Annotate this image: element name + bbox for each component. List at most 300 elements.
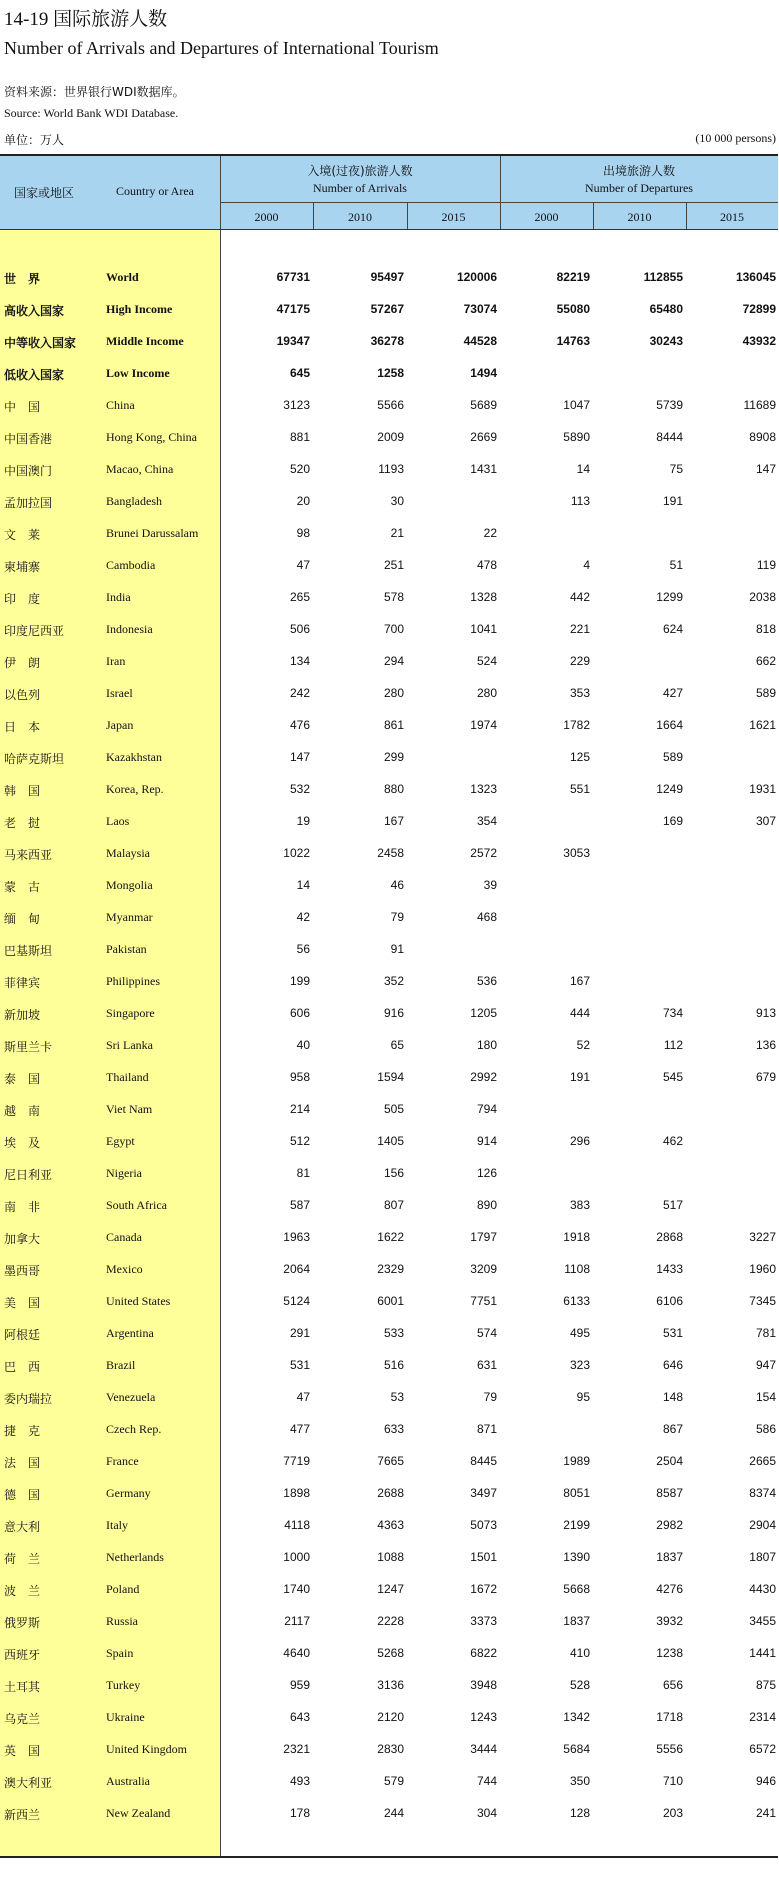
table-row bbox=[0, 1638, 778, 1670]
value-cell: 56 bbox=[296, 942, 310, 956]
value-cell: 265 bbox=[289, 590, 310, 604]
value-cell: 913 bbox=[755, 1006, 776, 1020]
table-header bbox=[0, 154, 778, 230]
area-name-cn: 蒙 古 bbox=[4, 880, 41, 894]
value-cell: 120006 bbox=[456, 270, 497, 284]
area-name-en: Malaysia bbox=[106, 846, 150, 860]
area-name-en: Philippines bbox=[106, 974, 161, 988]
table-row bbox=[0, 1542, 778, 1574]
value-cell: 307 bbox=[755, 814, 776, 828]
table-row bbox=[0, 1318, 778, 1350]
value-cell: 477 bbox=[289, 1422, 310, 1436]
value-cell: 221 bbox=[569, 622, 590, 636]
value-cell: 958 bbox=[289, 1070, 310, 1084]
area-name-cn: 新西兰 bbox=[4, 1808, 41, 1822]
value-cell: 44528 bbox=[463, 334, 497, 348]
value-cell: 631 bbox=[476, 1358, 497, 1372]
area-name-cn: 荷 兰 bbox=[4, 1552, 41, 1566]
area-name-cn: 中 国 bbox=[4, 400, 41, 414]
area-name-cn: 美 国 bbox=[4, 1296, 41, 1310]
area-name-cn: 俄罗斯 bbox=[4, 1616, 41, 1630]
area-name-en: New Zealand bbox=[106, 1806, 171, 1820]
value-cell: 1672 bbox=[470, 1582, 497, 1596]
value-cell: 587 bbox=[289, 1198, 310, 1212]
value-cell: 180 bbox=[476, 1038, 497, 1052]
value-cell: 516 bbox=[383, 1358, 404, 1372]
table-row bbox=[0, 742, 778, 774]
value-cell: 1963 bbox=[283, 1230, 310, 1244]
value-cell: 47175 bbox=[276, 302, 310, 316]
value-cell: 156 bbox=[383, 1166, 404, 1180]
area-name-en: Mongolia bbox=[106, 878, 153, 892]
value-cell: 867 bbox=[662, 1422, 683, 1436]
value-cell: 3209 bbox=[470, 1262, 497, 1276]
value-cell: 147 bbox=[289, 750, 310, 764]
value-cell: 3932 bbox=[656, 1614, 683, 1628]
area-name-en: Czech Rep. bbox=[106, 1422, 162, 1436]
value-cell: 65 bbox=[390, 1038, 404, 1052]
value-cell: 3455 bbox=[749, 1614, 776, 1628]
value-cell: 22 bbox=[483, 526, 497, 540]
value-cell: 643 bbox=[289, 1710, 310, 1724]
area-name-en: Myanmar bbox=[106, 910, 153, 924]
table-row bbox=[0, 294, 778, 326]
header-departures-en: Number of Departures bbox=[585, 181, 693, 195]
value-cell: 323 bbox=[569, 1358, 590, 1372]
value-cell: 57267 bbox=[370, 302, 404, 316]
table-row bbox=[0, 486, 778, 518]
value-cell: 294 bbox=[383, 654, 404, 668]
area-name-cn: 印度尼西亚 bbox=[4, 624, 65, 638]
value-cell: 710 bbox=[662, 1774, 683, 1788]
header-year: 2015 bbox=[720, 210, 744, 224]
value-cell: 383 bbox=[569, 1198, 590, 1212]
value-cell: 36278 bbox=[370, 334, 404, 348]
value-cell: 95 bbox=[576, 1390, 590, 1404]
value-cell: 82219 bbox=[556, 270, 590, 284]
area-name-cn: 老 挝 bbox=[4, 816, 41, 830]
value-cell: 476 bbox=[289, 718, 310, 732]
table-row bbox=[0, 1606, 778, 1638]
value-cell: 6106 bbox=[656, 1294, 683, 1308]
header-year: 2010 bbox=[627, 210, 652, 224]
value-cell: 39 bbox=[483, 878, 497, 892]
area-name-en: Iran bbox=[106, 654, 126, 668]
area-name-cn: 意大利 bbox=[4, 1520, 41, 1534]
value-cell: 2120 bbox=[377, 1710, 404, 1724]
value-cell: 5684 bbox=[563, 1742, 590, 1756]
value-cell: 2064 bbox=[283, 1262, 310, 1276]
table-row bbox=[0, 1798, 778, 1830]
source-note-cn: 资料来源：世界银行WDI数据库。 bbox=[4, 85, 185, 99]
area-name-cn: 土耳其 bbox=[4, 1680, 41, 1694]
value-cell: 1000 bbox=[283, 1550, 310, 1564]
table-row bbox=[0, 1702, 778, 1734]
value-cell: 7345 bbox=[749, 1294, 776, 1308]
value-cell: 154 bbox=[755, 1390, 776, 1404]
area-name-en: Nigeria bbox=[106, 1166, 142, 1180]
value-cell: 5268 bbox=[377, 1646, 404, 1660]
area-name-cn: 马来西亚 bbox=[4, 848, 53, 862]
area-name-cn: 尼日利亚 bbox=[4, 1168, 53, 1182]
area-name-en: Spain bbox=[106, 1646, 134, 1660]
value-cell: 126 bbox=[476, 1166, 497, 1180]
value-cell: 1441 bbox=[749, 1646, 776, 1660]
value-cell: 229 bbox=[569, 654, 590, 668]
value-cell: 1249 bbox=[656, 782, 683, 796]
table-row bbox=[0, 582, 778, 614]
area-name-cn: 日 本 bbox=[4, 720, 41, 734]
value-cell: 1501 bbox=[470, 1550, 497, 1564]
area-name-en: Japan bbox=[106, 718, 134, 732]
area-name-cn: 缅 甸 bbox=[4, 912, 41, 926]
value-cell: 7719 bbox=[283, 1454, 310, 1468]
area-name-cn: 德 国 bbox=[4, 1488, 41, 1502]
header-arrivals-en: Number of Arrivals bbox=[313, 181, 407, 195]
table-body bbox=[0, 230, 778, 1858]
value-cell: 1323 bbox=[470, 782, 497, 796]
value-cell: 959 bbox=[289, 1678, 310, 1692]
value-cell: 1047 bbox=[563, 398, 590, 412]
value-cell: 7751 bbox=[470, 1294, 497, 1308]
value-cell: 875 bbox=[755, 1678, 776, 1692]
table-row bbox=[0, 902, 778, 934]
value-cell: 169 bbox=[662, 814, 683, 828]
value-cell: 2009 bbox=[377, 430, 404, 444]
area-name-en: Cambodia bbox=[106, 558, 156, 572]
value-cell: 4 bbox=[583, 558, 590, 572]
area-name-cn: 柬埔寨 bbox=[4, 560, 41, 574]
value-cell: 646 bbox=[662, 1358, 683, 1372]
value-cell: 14 bbox=[576, 462, 590, 476]
value-cell: 662 bbox=[755, 654, 776, 668]
table-row bbox=[0, 454, 778, 486]
area-name-cn: 哈萨克斯坦 bbox=[4, 752, 65, 766]
value-cell: 545 bbox=[662, 1070, 683, 1084]
area-name-en: India bbox=[106, 590, 131, 604]
table-row bbox=[0, 1350, 778, 1382]
table-row bbox=[0, 1254, 778, 1286]
area-name-cn: 捷 克 bbox=[4, 1424, 41, 1438]
value-cell: 1433 bbox=[656, 1262, 683, 1276]
value-cell: 296 bbox=[569, 1134, 590, 1148]
value-cell: 40 bbox=[296, 1038, 310, 1052]
value-cell: 4118 bbox=[284, 1518, 310, 1532]
value-cell: 462 bbox=[662, 1134, 683, 1148]
header-area-cn: 国家或地区 bbox=[14, 186, 75, 200]
value-cell: 167 bbox=[569, 974, 590, 988]
value-cell: 125 bbox=[569, 750, 590, 764]
value-cell: 871 bbox=[476, 1422, 497, 1436]
value-cell: 46 bbox=[390, 878, 404, 892]
value-cell: 2199 bbox=[563, 1518, 590, 1532]
value-cell: 67731 bbox=[276, 270, 310, 284]
area-name-en: Laos bbox=[106, 814, 130, 828]
table-row bbox=[0, 1766, 778, 1798]
value-cell: 551 bbox=[569, 782, 590, 796]
value-cell: 1898 bbox=[283, 1486, 310, 1500]
area-name-cn: 中国香港 bbox=[4, 432, 53, 446]
value-cell: 890 bbox=[476, 1198, 497, 1212]
area-name-en: Australia bbox=[106, 1774, 150, 1788]
value-cell: 916 bbox=[383, 1006, 404, 1020]
unit-label-en: (10 000 persons) bbox=[695, 131, 776, 145]
area-name-en: Singapore bbox=[106, 1006, 155, 1020]
value-cell: 19 bbox=[296, 814, 310, 828]
table-row bbox=[0, 1222, 778, 1254]
table-row bbox=[0, 1414, 778, 1446]
area-name-en: Mexico bbox=[106, 1262, 143, 1276]
area-name-en: United States bbox=[106, 1294, 171, 1308]
unit-label-cn: 单位：万人 bbox=[4, 133, 65, 147]
value-cell: 79 bbox=[483, 1390, 497, 1404]
value-cell: 624 bbox=[662, 622, 683, 636]
value-cell: 4363 bbox=[377, 1518, 404, 1532]
table-row bbox=[0, 1734, 778, 1766]
area-name-en: Pakistan bbox=[106, 942, 147, 956]
value-cell: 98 bbox=[296, 526, 310, 540]
value-cell: 2904 bbox=[749, 1518, 776, 1532]
value-cell: 1797 bbox=[470, 1230, 497, 1244]
value-cell: 30 bbox=[390, 494, 404, 508]
header-year: 2015 bbox=[441, 210, 466, 224]
table-row bbox=[0, 1094, 778, 1126]
value-cell: 53 bbox=[390, 1390, 404, 1404]
value-cell: 4640 bbox=[283, 1646, 310, 1660]
area-name-cn: 波 兰 bbox=[4, 1584, 41, 1598]
value-cell: 8444 bbox=[656, 430, 683, 444]
area-name-cn: 高收入国家 bbox=[4, 304, 65, 318]
value-cell: 947 bbox=[755, 1358, 776, 1372]
page-title-en: Number of Arrivals and Departures of International Tourism bbox=[4, 38, 439, 58]
value-cell: 2504 bbox=[656, 1454, 683, 1468]
area-name-en: Middle Income bbox=[106, 334, 184, 348]
value-cell: 589 bbox=[662, 750, 683, 764]
value-cell: 14763 bbox=[556, 334, 590, 348]
area-name-cn: 以色列 bbox=[4, 688, 41, 702]
table-row bbox=[0, 1510, 778, 1542]
area-name-en: Argentina bbox=[106, 1326, 154, 1340]
value-cell: 533 bbox=[383, 1326, 404, 1340]
value-cell: 1718 bbox=[656, 1710, 683, 1724]
value-cell: 47 bbox=[296, 1390, 310, 1404]
table-row bbox=[0, 1286, 778, 1318]
value-cell: 1918 bbox=[563, 1230, 590, 1244]
value-cell: 51 bbox=[669, 558, 683, 572]
value-cell: 1960 bbox=[749, 1262, 776, 1276]
area-name-cn: 世 界 bbox=[4, 272, 41, 286]
area-name-en: Brunei Darussalam bbox=[106, 526, 199, 540]
area-name-en: Bangladesh bbox=[106, 494, 162, 508]
value-cell: 2665 bbox=[749, 1454, 776, 1468]
area-name-en: Venezuela bbox=[106, 1390, 156, 1404]
value-cell: 203 bbox=[662, 1806, 683, 1820]
header-area-en: Country or Area bbox=[116, 184, 194, 198]
value-cell: 3136 bbox=[377, 1678, 404, 1692]
value-cell: 112 bbox=[663, 1038, 683, 1052]
area-name-en: Thailand bbox=[106, 1070, 149, 1084]
area-name-cn: 巴基斯坦 bbox=[4, 944, 53, 958]
data-table bbox=[0, 154, 778, 1858]
table-row bbox=[0, 358, 778, 390]
value-cell: 6822 bbox=[470, 1646, 497, 1660]
table-row bbox=[0, 262, 778, 294]
area-name-en: South Africa bbox=[106, 1198, 167, 1212]
value-cell: 1328 bbox=[470, 590, 497, 604]
area-name-cn: 伊 朗 bbox=[4, 656, 41, 670]
value-cell: 280 bbox=[476, 686, 497, 700]
value-cell: 3227 bbox=[749, 1230, 776, 1244]
value-cell: 2321 bbox=[283, 1742, 310, 1756]
value-cell: 136 bbox=[755, 1038, 776, 1052]
value-cell: 524 bbox=[476, 654, 497, 668]
area-name-en: Sri Lanka bbox=[106, 1038, 153, 1052]
value-cell: 2868 bbox=[656, 1230, 683, 1244]
table-row bbox=[0, 614, 778, 646]
value-cell: 199 bbox=[289, 974, 310, 988]
value-cell: 578 bbox=[383, 590, 404, 604]
value-cell: 589 bbox=[755, 686, 776, 700]
table-row bbox=[0, 998, 778, 1030]
value-cell: 350 bbox=[569, 1774, 590, 1788]
value-cell: 241 bbox=[755, 1806, 776, 1820]
value-cell: 299 bbox=[383, 750, 404, 764]
value-cell: 468 bbox=[476, 910, 497, 924]
value-cell: 2038 bbox=[749, 590, 776, 604]
area-name-en: France bbox=[106, 1454, 139, 1468]
value-cell: 1342 bbox=[563, 1710, 590, 1724]
value-cell: 1622 bbox=[377, 1230, 404, 1244]
value-cell: 528 bbox=[569, 1678, 590, 1692]
header-year: 2010 bbox=[348, 210, 372, 224]
area-name-en: World bbox=[106, 270, 139, 284]
value-cell: 531 bbox=[289, 1358, 310, 1372]
value-cell: 8908 bbox=[749, 430, 776, 444]
table-row bbox=[0, 934, 778, 966]
area-name-cn: 加拿大 bbox=[4, 1232, 41, 1246]
area-name-cn: 乌克兰 bbox=[4, 1712, 41, 1726]
value-cell: 1782 bbox=[563, 718, 590, 732]
value-cell: 818 bbox=[755, 622, 776, 636]
area-name-en: Turkey bbox=[106, 1678, 141, 1692]
value-cell: 493 bbox=[289, 1774, 310, 1788]
value-cell: 794 bbox=[476, 1102, 497, 1116]
area-name-en: Korea, Rep. bbox=[106, 782, 164, 796]
value-cell: 148 bbox=[662, 1390, 683, 1404]
area-name-cn: 南 非 bbox=[4, 1200, 41, 1214]
value-cell: 134 bbox=[289, 654, 310, 668]
area-name-cn: 墨西哥 bbox=[4, 1264, 41, 1278]
value-cell: 5124 bbox=[283, 1294, 310, 1308]
area-name-cn: 文 莱 bbox=[4, 528, 41, 542]
value-cell: 6572 bbox=[749, 1742, 776, 1756]
value-cell: 119 bbox=[756, 558, 776, 572]
table-row bbox=[0, 1062, 778, 1094]
value-cell: 79 bbox=[390, 910, 404, 924]
table-row bbox=[0, 1126, 778, 1158]
value-cell: 352 bbox=[383, 974, 404, 988]
value-cell: 5556 bbox=[656, 1742, 683, 1756]
area-name-cn: 新加坡 bbox=[4, 1008, 41, 1022]
value-cell: 1494 bbox=[470, 366, 497, 380]
header-year: 2000 bbox=[534, 210, 559, 224]
value-cell: 1258 bbox=[377, 366, 404, 380]
value-cell: 1299 bbox=[656, 590, 683, 604]
value-cell: 280 bbox=[383, 686, 404, 700]
area-name-en: Israel bbox=[106, 686, 133, 700]
value-cell: 914 bbox=[476, 1134, 497, 1148]
value-cell: 2830 bbox=[377, 1742, 404, 1756]
area-name-cn: 委内瑞拉 bbox=[4, 1392, 53, 1406]
value-cell: 5890 bbox=[563, 430, 590, 444]
value-cell: 512 bbox=[289, 1134, 310, 1148]
table-row bbox=[0, 1030, 778, 1062]
area-name-cn: 韩 国 bbox=[4, 784, 41, 798]
value-cell: 354 bbox=[476, 814, 497, 828]
value-cell: 517 bbox=[662, 1198, 683, 1212]
value-cell: 304 bbox=[476, 1806, 497, 1820]
table-row bbox=[0, 1382, 778, 1414]
value-cell: 495 bbox=[569, 1326, 590, 1340]
table-row bbox=[0, 390, 778, 422]
value-cell: 1837 bbox=[656, 1550, 683, 1564]
value-cell: 656 bbox=[662, 1678, 683, 1692]
value-cell: 744 bbox=[476, 1774, 497, 1788]
value-cell: 1022 bbox=[283, 846, 310, 860]
value-cell: 1390 bbox=[563, 1550, 590, 1564]
value-cell: 81 bbox=[296, 1166, 310, 1180]
value-cell: 1664 bbox=[656, 718, 683, 732]
value-cell: 532 bbox=[289, 782, 310, 796]
area-name-en: Kazakhstan bbox=[106, 750, 162, 764]
table-row bbox=[0, 1190, 778, 1222]
value-cell: 679 bbox=[755, 1070, 776, 1084]
value-cell: 1238 bbox=[656, 1646, 683, 1660]
table-row bbox=[0, 326, 778, 358]
value-cell: 178 bbox=[289, 1806, 310, 1820]
value-cell: 8445 bbox=[470, 1454, 497, 1468]
area-name-en: United Kingdom bbox=[106, 1742, 187, 1756]
value-cell: 1108 bbox=[564, 1262, 590, 1276]
value-cell: 19347 bbox=[276, 334, 310, 348]
table-row bbox=[0, 806, 778, 838]
value-cell: 505 bbox=[383, 1102, 404, 1116]
area-name-cn: 澳大利亚 bbox=[4, 1776, 53, 1790]
value-cell: 11689 bbox=[743, 398, 776, 412]
table-row bbox=[0, 710, 778, 742]
area-name-en: Brazil bbox=[106, 1358, 136, 1372]
value-cell: 55080 bbox=[556, 302, 590, 316]
area-name-en: Macao, China bbox=[106, 462, 174, 476]
area-name-en: High Income bbox=[106, 302, 173, 316]
area-name-cn: 法 国 bbox=[4, 1456, 41, 1470]
area-name-cn: 越 南 bbox=[4, 1104, 41, 1118]
value-cell: 1243 bbox=[470, 1710, 497, 1724]
value-cell: 75 bbox=[669, 462, 683, 476]
value-cell: 5566 bbox=[377, 398, 404, 412]
value-cell: 2329 bbox=[377, 1262, 404, 1276]
value-cell: 1621 bbox=[749, 718, 776, 732]
area-name-cn: 巴 西 bbox=[4, 1360, 41, 1374]
value-cell: 2982 bbox=[656, 1518, 683, 1532]
table-row bbox=[0, 1158, 778, 1190]
area-name-en: Low Income bbox=[106, 366, 170, 380]
area-name-cn: 埃 及 bbox=[4, 1136, 41, 1150]
value-cell: 6001 bbox=[377, 1294, 404, 1308]
value-cell: 1931 bbox=[749, 782, 776, 796]
table-row bbox=[0, 870, 778, 902]
value-cell: 442 bbox=[569, 590, 590, 604]
